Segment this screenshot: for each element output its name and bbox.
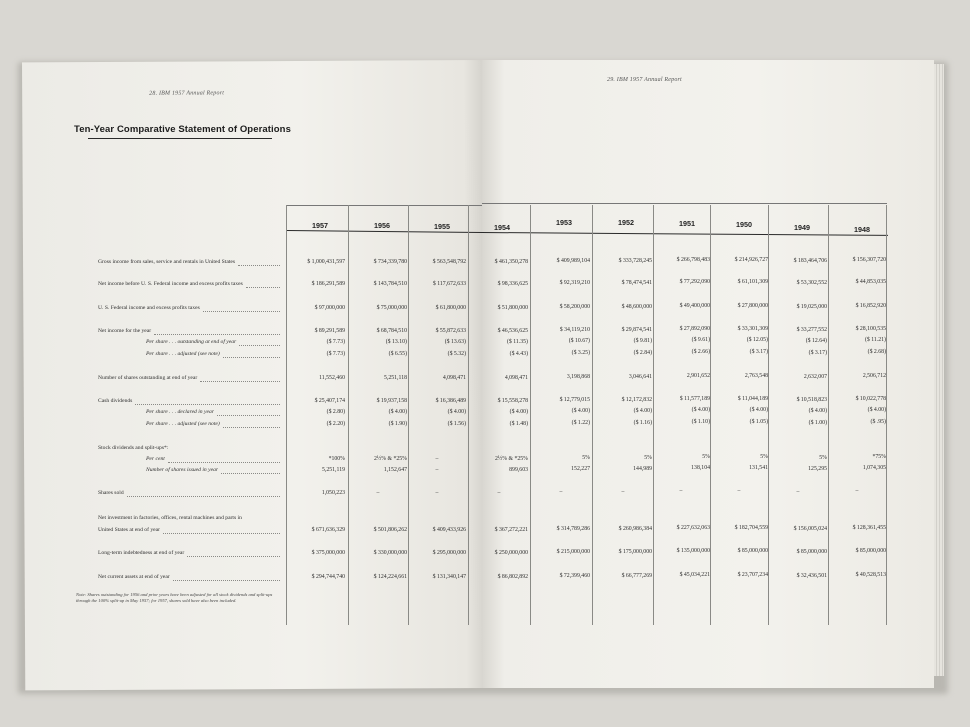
row-value: 899,603: [509, 467, 528, 473]
row-value: ($ 1.90): [388, 421, 407, 427]
row-value: $ 85,000,000: [855, 547, 886, 554]
row-value: $ 563,548,792: [432, 259, 466, 265]
row-value: ($ 4.00): [388, 409, 407, 415]
row-value: ($ 4.00): [447, 409, 466, 415]
row-value: ($ 4.00): [691, 407, 710, 414]
row-value: $ 86,802,892: [497, 574, 528, 580]
row-value: $ 186,291,589: [311, 281, 345, 287]
row-value: $ 175,000,000: [618, 548, 652, 555]
column-divider: [408, 205, 409, 625]
row-value: 5%: [702, 454, 710, 461]
year-header-1954: 1954: [494, 223, 510, 232]
leader-dots: [187, 556, 280, 557]
column-divider: [653, 205, 654, 625]
row-value: ($ 2.66): [691, 349, 710, 356]
row-value: –: [559, 489, 563, 496]
row-value: $ 16,386,489: [435, 398, 466, 404]
year-header-1949: 1949: [794, 223, 810, 232]
row-value: $ 44,853,035: [855, 278, 886, 285]
row-value: $ 66,777,269: [621, 572, 652, 579]
row-value: $ 33,301,309: [737, 325, 768, 332]
row-value: $ 28,100,535: [855, 325, 886, 332]
row-value: $ 48,600,000: [621, 303, 652, 310]
row-value: –: [855, 487, 859, 494]
row-value: –: [679, 488, 683, 495]
row-value: $ 501,806,262: [373, 527, 407, 533]
row-value: 2,901,652: [686, 373, 710, 380]
row-label: Per cent: [146, 456, 165, 462]
row-value: $ 330,000,000: [373, 550, 407, 556]
row-value: $ 295,000,000: [432, 550, 466, 556]
row-value: $ 135,000,000: [676, 548, 710, 555]
row-value: ($ 1.22): [571, 420, 590, 427]
row-value: 144,989: [633, 465, 652, 472]
row-value: $ 10,518,823: [796, 396, 827, 403]
row-value: 4,098,471: [504, 375, 528, 381]
leader-dots: [203, 311, 280, 312]
row-value: –: [497, 490, 501, 496]
row-value: ($ 11.35): [506, 339, 528, 345]
row-value: $ 19,937,158: [376, 398, 407, 404]
row-value: ($ 13.10): [385, 339, 407, 345]
leader-dots: [200, 381, 280, 382]
row-value: 2,763,548: [744, 372, 768, 379]
row-value: 5%: [760, 453, 768, 460]
row-value: $ 27,892,090: [679, 326, 710, 333]
row-value: $ 19,025,000: [796, 303, 827, 310]
row-value: $ 375,000,000: [311, 550, 345, 556]
row-value: ($ 13.63): [444, 339, 466, 345]
row-value: $ 215,000,000: [556, 549, 590, 556]
row-value: $ 10,022,778: [855, 395, 886, 402]
row-value: $ 227,632,063: [676, 525, 710, 532]
row-label: Stock dividends and split-ups*:: [98, 445, 169, 451]
year-header-1948: 1948: [854, 225, 870, 234]
page-stack-edge: [934, 64, 944, 676]
footnote: Note: Shares outstanding for 1956 and prior years have been adjusted for all stock dividends and split-ups through the 100% split-up in May 1957; for 1957, shares sold have also been included.: [76, 592, 273, 603]
row-value: $ 45,034,221: [679, 572, 710, 579]
year-header-1951: 1951: [679, 219, 695, 228]
row-value: $ 734,339,780: [373, 259, 407, 265]
row-value: $ 156,307,720: [852, 256, 886, 263]
row-value: $ 214,926,727: [734, 256, 768, 263]
row-value: 1,050,223: [321, 490, 345, 496]
row-value: 2,506,712: [862, 372, 886, 379]
leader-dots: [154, 334, 280, 335]
leader-dots: [246, 287, 280, 288]
row-value: $ 12,172,832: [621, 396, 652, 403]
year-header-1953: 1953: [556, 218, 572, 227]
column-divider: [348, 205, 349, 625]
row-value: $ 61,800,000: [435, 305, 466, 311]
year-header-1956: 1956: [374, 221, 390, 230]
row-label: Number of shares issued in year: [146, 467, 219, 473]
row-value: ($ 9.81): [633, 337, 652, 344]
row-value: 125,295: [808, 465, 827, 472]
row-value: $ 12,779,015: [559, 397, 590, 404]
row-value: ($ 12.05): [746, 336, 768, 343]
row-label: Long-term indebtedness at end of year: [98, 550, 185, 556]
row-value: $ 11,044,189: [737, 395, 768, 402]
row-value: ($ 9.61): [691, 337, 710, 344]
row-label: Net current assets at end of year: [98, 574, 170, 580]
row-value: $ 55,872,633: [435, 328, 466, 334]
row-value: $ 671,636,329: [311, 527, 345, 533]
row-value: 4,098,471: [442, 375, 466, 381]
row-value: 3,046,641: [628, 373, 652, 380]
row-value: $ 72,399,460: [559, 573, 590, 580]
row-value: $ 117,672,633: [432, 281, 466, 287]
row-label: United States at end of year: [98, 527, 160, 533]
row-label: Net income before U. S. Federal income and excess profits taxes: [98, 281, 243, 287]
year-header-1952: 1952: [618, 218, 634, 227]
row-value: $ 33,277,552: [796, 326, 827, 333]
row-value: $ 294,744,740: [311, 574, 345, 580]
row-value: $ 11,577,189: [679, 396, 710, 403]
row-value: $ 182,704,559: [734, 524, 768, 531]
row-value: 5%: [582, 455, 590, 462]
row-value: *75%: [872, 453, 886, 460]
row-value: $ 34,119,210: [559, 327, 590, 334]
row-value: ($ 1.48): [509, 421, 528, 427]
row-value: ($ 3.25): [571, 350, 590, 357]
row-value: ($ 7.73): [326, 339, 345, 345]
leader-dots: [127, 496, 280, 497]
row-value: $ 131,340,147: [432, 574, 466, 580]
statement-title: Ten-Year Comparative Statement of Operations: [74, 124, 291, 135]
row-value: ($ 4.00): [509, 409, 528, 415]
row-value: ($ 1.10): [691, 419, 710, 426]
row-value: ($ 4.00): [808, 407, 827, 414]
column-divider-last: [886, 205, 887, 625]
leader-dots: [168, 462, 280, 463]
row-value: $ 68,784,510: [376, 328, 407, 334]
row-value: $ 89,291,589: [314, 328, 345, 334]
row-value: $ 333,728,245: [618, 257, 652, 264]
row-value: $ 46,536,625: [497, 328, 528, 334]
row-value: ($ .95): [870, 418, 886, 425]
row-value: 138,104: [691, 465, 710, 472]
row-value: $ 32,436,501: [796, 572, 827, 579]
row-value: ($ 4.00): [633, 407, 652, 414]
row-value: $ 27,800,000: [737, 302, 768, 309]
table-top-rule: [286, 205, 482, 206]
row-value: $ 461,350,278: [494, 259, 528, 265]
row-value: $ 98,336,625: [497, 281, 528, 287]
row-value: ($ 7.73): [326, 351, 345, 357]
row-value: 5,251,118: [384, 375, 407, 381]
column-divider: [768, 205, 769, 625]
row-value: $ 367,272,221: [494, 527, 528, 533]
row-label: Per share . . . adjusted (see note): [146, 421, 220, 427]
running-head-left: 28. IBM 1957 Annual Report: [149, 90, 225, 97]
leader-dots: [223, 427, 280, 428]
column-divider: [828, 205, 829, 625]
row-value: ($ 6.55): [388, 351, 407, 357]
row-label: Net income for the year: [98, 328, 152, 334]
row-value: –: [621, 488, 625, 495]
row-value: $ 51,800,000: [497, 305, 528, 311]
row-value: $ 78,474,541: [621, 279, 652, 286]
row-value: –: [435, 456, 439, 462]
leader-dots: [135, 404, 280, 405]
row-label: Per share . . . adjusted (see note): [146, 351, 220, 357]
row-value: $ 16,852,920: [855, 302, 886, 309]
column-divider: [286, 205, 287, 625]
row-value: 5,251,119: [322, 467, 345, 473]
row-value: –: [737, 487, 741, 494]
row-value: ($ 4.00): [867, 406, 886, 413]
leader-dots: [221, 473, 280, 474]
row-value: $ 15,558,278: [497, 398, 528, 404]
row-value: $ 250,000,000: [494, 550, 528, 556]
row-value: 131,541: [749, 464, 768, 471]
column-divider: [468, 205, 469, 625]
row-value: $ 156,005,024: [793, 525, 827, 532]
row-value: 5%: [644, 454, 652, 461]
row-label: Number of shares outstanding at end of year: [98, 375, 198, 381]
row-value: $ 266,798,483: [676, 257, 710, 264]
leader-dots: [239, 345, 280, 346]
year-header-1957: 1957: [312, 221, 328, 230]
row-value: $ 143,784,510: [373, 281, 407, 287]
row-value: $ 124,224,661: [373, 574, 407, 580]
leader-dots: [217, 415, 280, 416]
row-value: $ 260,986,384: [618, 525, 652, 532]
row-value: $ 97,000,000: [314, 305, 345, 311]
column-divider: [710, 205, 711, 625]
row-value: 3,198,868: [566, 374, 590, 381]
year-header-1950: 1950: [736, 220, 752, 229]
running-head-right: 29. IBM 1957 Annual Report: [607, 77, 682, 83]
row-value: $ 183,464,706: [793, 257, 827, 264]
row-label: Shares sold: [98, 490, 124, 496]
row-value: *100%: [328, 456, 345, 462]
row-value: 1,152,647: [383, 467, 407, 473]
row-value: $ 128,361,455: [852, 524, 886, 531]
row-value: $ 58,200,000: [559, 304, 590, 311]
row-value: $ 75,000,000: [376, 305, 407, 311]
row-value: $ 409,433,926: [432, 527, 466, 533]
row-value: $ 61,101,309: [737, 278, 768, 285]
row-value: $ 85,000,000: [796, 548, 827, 555]
row-value: –: [435, 490, 439, 496]
row-value: $ 1,000,431,597: [307, 259, 345, 265]
row-value: $ 49,400,000: [679, 303, 710, 310]
row-value: ($ 4.00): [571, 408, 590, 415]
row-value: 2½% & *25%: [494, 456, 528, 462]
row-value: –: [435, 467, 439, 473]
row-value: 152,227: [571, 466, 590, 473]
row-value: $ 92,319,210: [559, 280, 590, 287]
column-divider: [530, 205, 531, 625]
row-value: ($ 10.67): [568, 338, 590, 345]
leader-dots: [163, 533, 280, 534]
row-value: ($ 1.00): [808, 419, 827, 426]
row-value: ($ 5.32): [447, 351, 466, 357]
row-value: ($ 1.56): [447, 421, 466, 427]
row-value: $ 25,407,174: [314, 398, 345, 404]
row-value: ($ 3.17): [808, 349, 827, 356]
row-value: ($ 1.05): [749, 418, 768, 425]
row-value: $ 29,874,541: [621, 326, 652, 333]
row-label: Per share . . . declared in year: [146, 409, 214, 415]
row-label: Net investment in factories, offices, rental machines and parts in: [98, 515, 242, 521]
row-value: 2½% & *25%: [373, 456, 407, 462]
row-value: –: [376, 490, 380, 496]
leader-dots: [238, 265, 280, 266]
row-label: Cash dividends: [98, 398, 133, 404]
row-value: $ 85,000,000: [737, 547, 768, 554]
row-value: $ 23,707,234: [737, 571, 768, 578]
title-underline: [88, 138, 272, 139]
row-value: $ 40,528,513: [855, 571, 886, 578]
row-value: 1,074,305: [862, 464, 886, 471]
leader-dots: [173, 580, 280, 581]
row-value: –: [796, 488, 800, 495]
row-value: ($ 2.84): [633, 349, 652, 356]
year-header-1955: 1955: [434, 222, 450, 231]
row-value: ($ 2.20): [326, 421, 345, 427]
row-value: ($ 4.00): [749, 406, 768, 413]
row-value: $ 409,989,104: [556, 258, 590, 265]
row-value: 5%: [819, 454, 827, 461]
row-value: ($ 11.21): [864, 336, 886, 343]
row-value: ($ 3.17): [749, 348, 768, 355]
column-divider: [592, 205, 593, 625]
row-value: $ 314,789,286: [556, 526, 590, 533]
row-value: $ 53,302,552: [796, 279, 827, 286]
row-value: $ 77,292,090: [679, 279, 710, 286]
row-label: Gross income from sales, service and rentals in United States: [98, 259, 236, 265]
row-value: ($ 2.80): [326, 409, 345, 415]
row-value: 11,552,460: [319, 375, 345, 381]
row-value: 2,632,007: [803, 373, 827, 380]
leader-dots: [223, 357, 280, 358]
row-value: ($ 4.43): [509, 351, 528, 357]
row-value: ($ 1.16): [633, 419, 652, 426]
row-value: ($ 2.68): [867, 348, 886, 355]
table-top-rule-right: [482, 203, 887, 204]
row-label: U. S. Federal income and excess profits taxes: [98, 305, 200, 311]
row-label: Per share . . . outstanding at end of year: [146, 339, 237, 345]
row-value: ($ 12.64): [805, 337, 827, 344]
